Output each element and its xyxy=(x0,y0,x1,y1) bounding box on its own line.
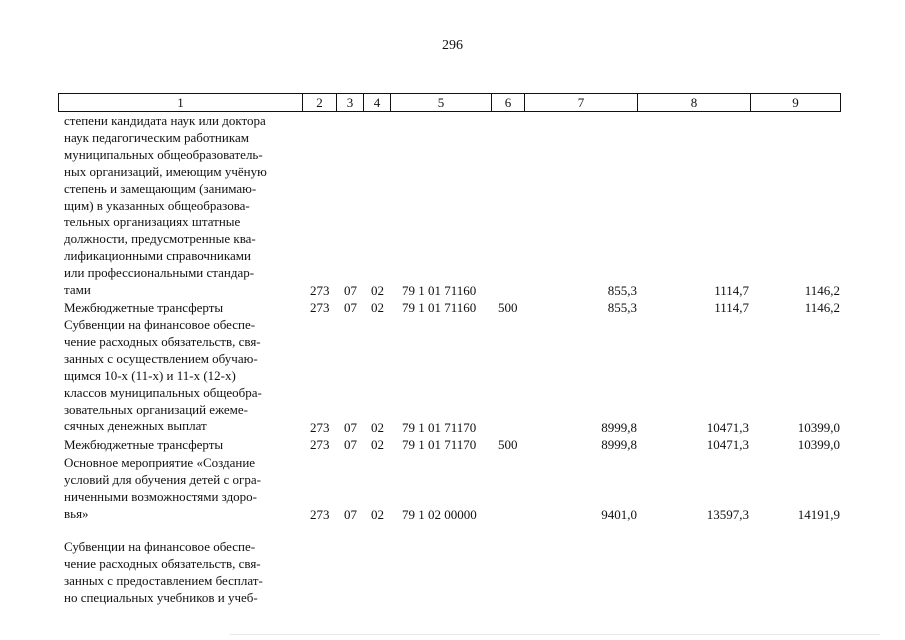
cell-col-3: 07 xyxy=(344,283,357,298)
cell-col-5: 79 1 01 71160 xyxy=(402,283,477,298)
column-header-6: 6 xyxy=(492,94,525,112)
cell-col-4: 02 xyxy=(371,420,384,435)
cell-col-8: 10471,3 xyxy=(706,437,749,452)
cell-col-3: 07 xyxy=(344,507,357,522)
cell-col-6: 500 xyxy=(498,437,518,452)
cell-col-7: 8999,8 xyxy=(601,420,637,435)
row-description: Межбюджетные трансферты xyxy=(64,437,224,452)
cell-col-5: 79 1 02 00000 xyxy=(402,507,477,522)
column-header-8: 8 xyxy=(638,94,751,112)
scan-artifact-line xyxy=(230,634,880,635)
cell-col-8: 13597,3 xyxy=(706,507,749,522)
cell-col-3: 07 xyxy=(344,437,357,452)
cell-col-2: 273 xyxy=(310,300,330,315)
column-header-3: 3 xyxy=(337,94,364,112)
cell-col-8: 1114,7 xyxy=(714,300,749,315)
cell-col-9: 10399,0 xyxy=(797,437,840,452)
column-header-5: 5 xyxy=(391,94,492,112)
cell-col-7: 9401,0 xyxy=(601,507,637,522)
cell-col-9: 1146,2 xyxy=(804,283,840,298)
cell-col-5: 79 1 01 71160 xyxy=(402,300,477,315)
column-header-9: 9 xyxy=(751,94,841,112)
column-header-1: 1 xyxy=(59,94,303,112)
cell-col-7: 855,3 xyxy=(607,283,637,298)
column-header-2: 2 xyxy=(303,94,337,112)
cell-col-2: 273 xyxy=(310,283,330,298)
cell-col-6: 500 xyxy=(498,300,518,315)
cell-col-4: 02 xyxy=(371,437,384,452)
cell-col-9: 10399,0 xyxy=(797,420,840,435)
row-description: Межбюджетные трансферты xyxy=(64,300,224,315)
cell-col-3: 07 xyxy=(344,420,357,435)
column-header-7: 7 xyxy=(525,94,638,112)
cell-col-4: 02 xyxy=(371,507,384,522)
cell-col-9: 1146,2 xyxy=(804,300,840,315)
column-header-table xyxy=(58,93,841,112)
row-description: степени кандидата наук или доктора наук педагогическим работникам муниципальных общеобразователь- ных организаций, имеющим учёную степень и замещающим (занимаю- щим) в указанных общеобразова- тельных организациях штатные должности, предусмотренные ква- лификационными справочниками или профессиональными стандар- тами xyxy=(64,113,267,298)
cell-col-9: 14191,9 xyxy=(797,507,840,522)
row-description: Субвенции на финансовое обеспе- чение расходных обязательств, свя- занных с предоставлением бесплат- но специальных учебников и учеб- xyxy=(64,539,263,605)
cell-col-4: 02 xyxy=(371,283,384,298)
cell-col-8: 10471,3 xyxy=(706,420,749,435)
cell-col-3: 07 xyxy=(344,300,357,315)
column-header-4: 4 xyxy=(364,94,391,112)
cell-col-8: 1114,7 xyxy=(714,283,749,298)
cell-col-2: 273 xyxy=(310,437,330,452)
cell-col-2: 273 xyxy=(310,420,330,435)
cell-col-7: 855,3 xyxy=(607,300,637,315)
cell-col-2: 273 xyxy=(310,507,330,522)
row-description: Субвенции на финансовое обеспе- чение расходных обязательств, свя- занных с осуществлением обучаю- щимся 10-х (11-х) и 11-х (12-х) классов муниципальных общеобра- зовательных организаций ежеме- сячных денежных выплат xyxy=(64,317,262,434)
row-description: Основное мероприятие «Создание условий для обучения детей с огра- ниченными возможностями здоро- вья» xyxy=(64,455,261,521)
cell-col-5: 79 1 01 71170 xyxy=(402,437,477,452)
cell-col-5: 79 1 01 71170 xyxy=(402,420,477,435)
cell-col-7: 8999,8 xyxy=(601,437,637,452)
cell-col-4: 02 xyxy=(371,300,384,315)
page-number: 296 xyxy=(442,38,463,53)
